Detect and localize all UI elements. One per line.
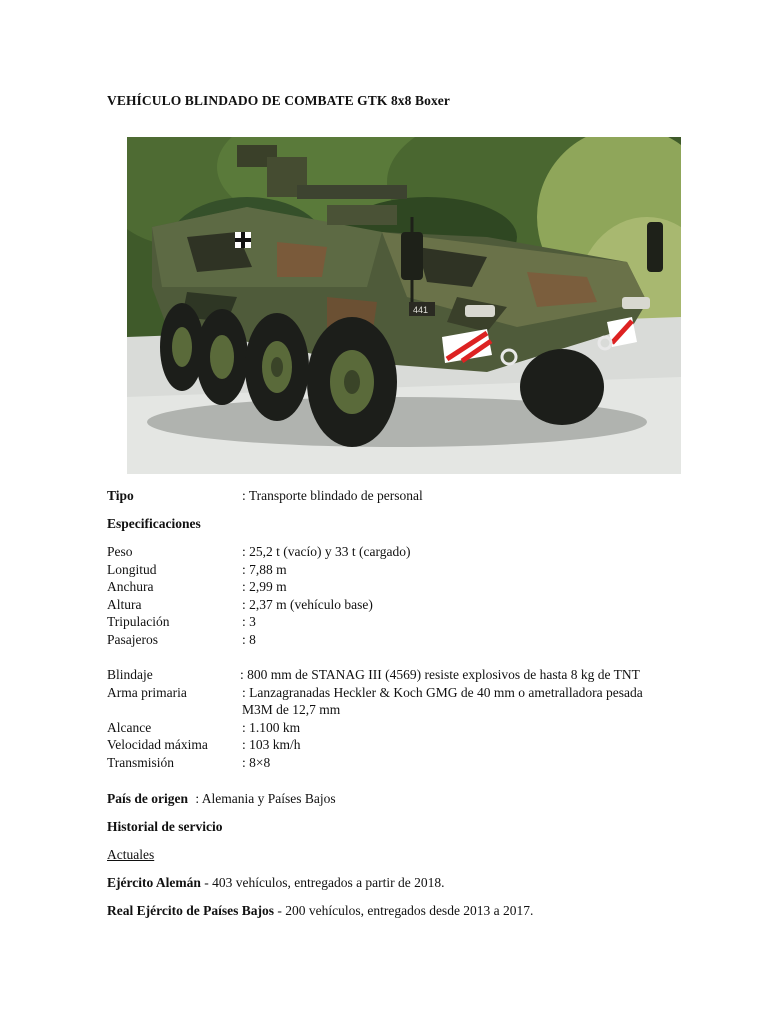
spec-label: Altura <box>107 596 142 612</box>
spec-label: Peso <box>107 544 133 559</box>
spec-label: Transmisión <box>107 754 175 770</box>
operator-name: Ejército Alemán <box>107 875 201 890</box>
operator-detail: - 403 vehículos, entregados a partir de 2018. <box>200 875 445 890</box>
spec-row-arma-primaria <box>107 684 687 720</box>
spec-value: : 8 <box>242 631 256 647</box>
especificaciones-heading: Especificaciones <box>107 516 201 531</box>
spec-value: : 2,99 m <box>242 579 287 594</box>
tipo-label: Tipo <box>107 488 134 503</box>
spec-value: : 103 km/h <box>242 737 301 752</box>
spec-value: : 3 <box>242 614 256 629</box>
spec-value: : Lanzagranadas Heckler & Koch GMG de 40 mm o ametralladora pesada M3M de 12,7 mm <box>242 684 643 717</box>
spec-label: Velocidad máxima <box>107 737 208 752</box>
spec-value: : 2,37 m (vehículo base) <box>242 596 373 612</box>
spec-label: Blindaje <box>107 667 153 682</box>
spec-label: Anchura <box>107 579 154 594</box>
spec-label: Tripulación <box>107 614 170 629</box>
pais-label: País de origen <box>107 791 188 806</box>
plate-number-text: 441 <box>413 305 429 315</box>
spec-value: : 800 mm de STANAG III (4569) resiste explosivos de hasta 8 kg de TNT <box>240 667 640 682</box>
operator-name: Real Ejército de Países Bajos <box>107 903 274 918</box>
historial-heading: Historial de servicio <box>107 819 223 834</box>
spec-value: : 7,88 m <box>242 561 287 577</box>
vehicle-photo <box>127 137 681 474</box>
pais-row <box>107 790 336 808</box>
spec-label: Alcance <box>107 719 152 735</box>
operator-detail: - 200 vehículos, entregados desde 2013 a 2017. <box>273 903 534 918</box>
spec-value: : 8×8 <box>242 754 271 770</box>
spec-value: : 1.100 km <box>242 719 301 735</box>
operator-row <box>107 874 445 892</box>
spec-label: Pasajeros <box>107 631 158 647</box>
operator-row <box>107 902 533 920</box>
actuales-label: Actuales <box>107 847 155 862</box>
spec-value: : 25,2 t (vacío) y 33 t (cargado) <box>242 544 411 559</box>
pais-value: : Alemania y Países Bajos <box>195 791 336 806</box>
page-title: VEHÍCULO BLINDADO DE COMBATE GTK 8x8 Boxer <box>107 93 450 108</box>
spec-label: Longitud <box>107 561 157 577</box>
tipo-value: : Transporte blindado de personal <box>242 488 423 503</box>
spec-label: Arma primaria <box>107 684 187 700</box>
